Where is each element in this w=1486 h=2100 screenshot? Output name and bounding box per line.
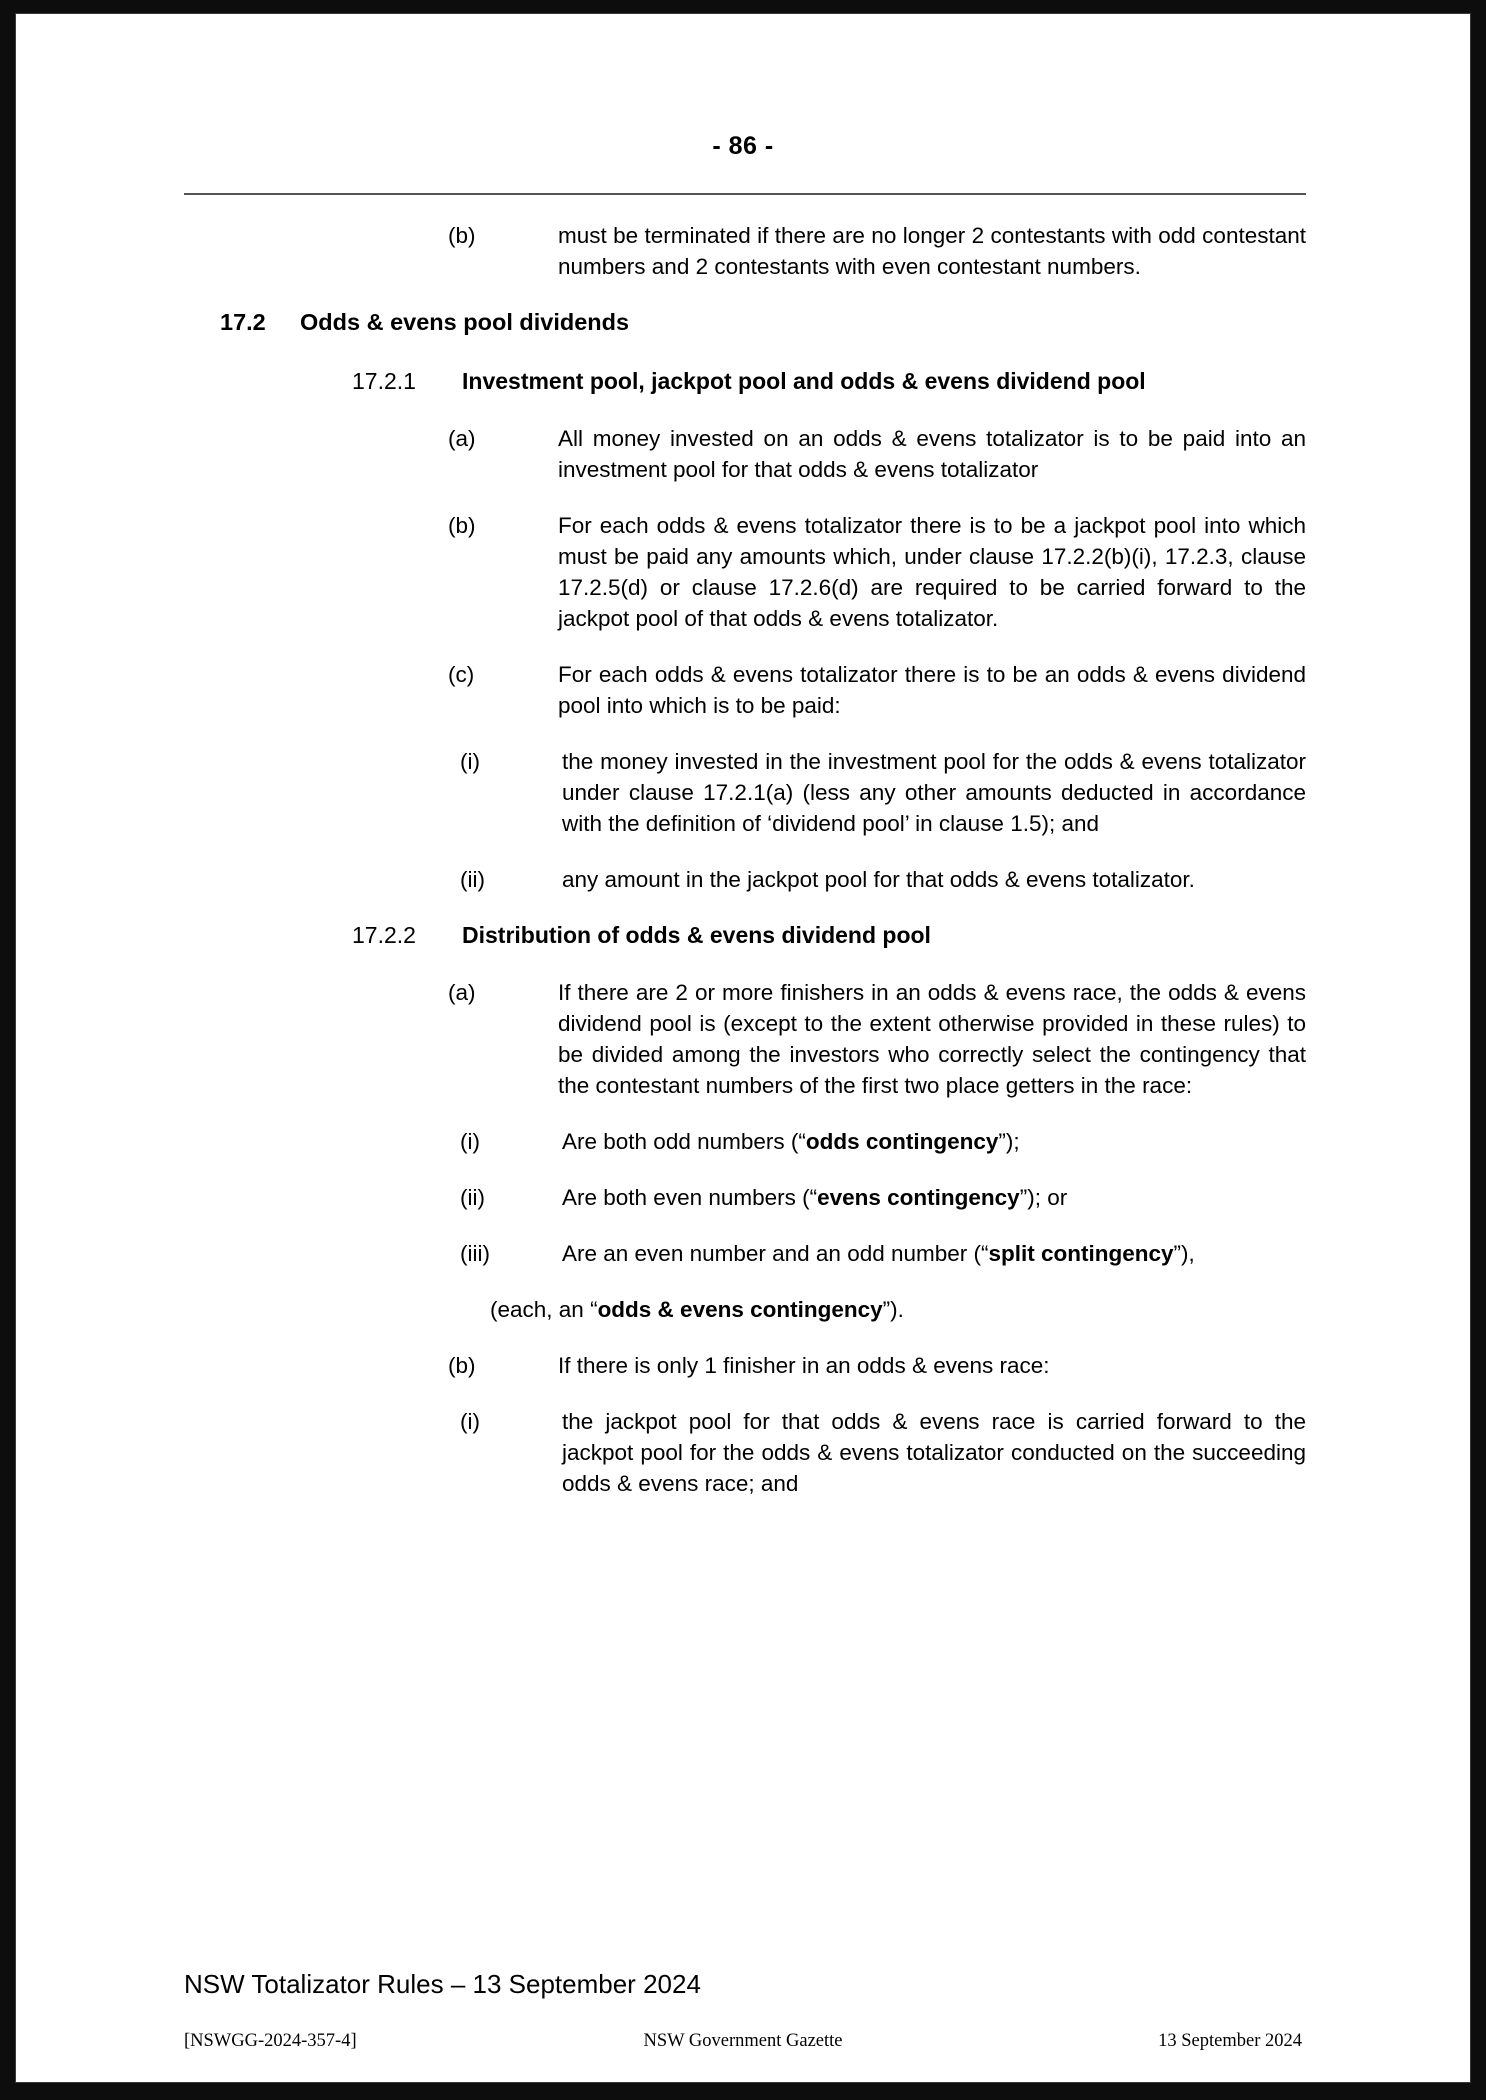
footer-reference-id: [NSWGG-2024-357-4] [184, 2031, 357, 2051]
clause-text: All money invested on an odds & evens totalizator is to be paid into an investment pool for that odds & evens totalizator [558, 426, 1306, 482]
text-suffix: ”). [882, 1297, 904, 1322]
clause-17-2-2-b [184, 1350, 1306, 1381]
heading-17-2-2 [184, 920, 1306, 951]
clause-17-2-2-a-i [184, 1126, 1306, 1157]
clause-17-2-1-a [184, 423, 1306, 485]
footer-date: 13 September 2024 [1158, 2031, 1302, 2051]
footer-bar [16, 2031, 1470, 2061]
text-prefix: (each, an “ [490, 1297, 598, 1322]
clause-text: the jackpot pool for that odds & evens race is carried forward to the jackpot pool for the odds & evens totalizator conducted on the succeeding odds & evens race; and [562, 1409, 1306, 1496]
clause-marker: (i) [460, 1409, 480, 1434]
clause-marker: (b) [448, 513, 476, 538]
footer-title: NSW Totalizator Rules – 13 September 2024 [184, 1969, 701, 1999]
subheading-title: Distribution of odds & evens dividend pool [462, 922, 931, 948]
clause-17-2-2-a-iii [184, 1238, 1306, 1269]
clause-marker: (i) [460, 1129, 480, 1154]
clause-text: If there are 2 or more finishers in an odds & evens race, the odds & evens dividend pool is (except to the extent otherwise provided in these rules) to be divided among the investors who correctly select the contingency that the contestant numbers of the first two place getters in the race: [558, 980, 1306, 1098]
clause-text: must be terminated if there are no longer 2 contestants with odd contestant numbers and 2 contestants with even contestant numbers. [558, 223, 1306, 279]
defined-term: split contingency [988, 1241, 1174, 1266]
header-divider [184, 193, 1306, 195]
defined-term: odds contingency [805, 1129, 999, 1154]
document-page [16, 14, 1470, 2082]
clause-text [562, 1238, 1306, 1269]
clause-17-2-1-b [184, 510, 1306, 634]
text-prefix: Are both odd numbers (“ [562, 1129, 806, 1154]
text-suffix: ”); [998, 1129, 1020, 1154]
defined-term: evens contingency [817, 1185, 1020, 1210]
clause-text: the money invested in the investment pool for the odds & evens totalizator under clause 17.2.1(a) (less any other amounts deducted in accordance with the definition of ‘dividend pool’ in clause 1.5); and [562, 749, 1306, 836]
clause-text [562, 1182, 1306, 1213]
heading-17-2-1 [184, 366, 1306, 397]
clause-text: any amount in the jackpot pool for that odds & evens totalizator. [562, 867, 1195, 892]
heading-title: Odds & evens pool dividends [300, 309, 630, 335]
page-inner [16, 14, 1470, 2082]
text-prefix: Are both even numbers (“ [562, 1185, 818, 1210]
clause-marker: (c) [448, 662, 475, 687]
subheading-number: 17.2.2 [352, 922, 416, 948]
each-an-note [184, 1294, 1306, 1325]
defined-term: odds & evens contingency [597, 1297, 883, 1322]
footer-publication: NSW Government Gazette [643, 2031, 843, 2051]
clause-marker: (i) [460, 749, 480, 774]
clause-17-2-1-c-ii [184, 864, 1306, 895]
subheading-title: Investment pool, jackpot pool and odds & evens dividend pool [462, 368, 1146, 394]
clause-text: For each odds & evens totalizator there is to be an odds & evens dividend pool into which is to be paid: [558, 662, 1306, 718]
clause-b-terminated [184, 220, 1306, 282]
text-suffix: ”), [1173, 1241, 1195, 1266]
document-body [184, 220, 1306, 1499]
text-suffix: ”); or [1019, 1185, 1068, 1210]
clause-marker: (iii) [460, 1241, 490, 1266]
heading-number: 17.2 [220, 309, 266, 335]
clause-marker: (a) [448, 980, 476, 1005]
clause-marker: (b) [448, 1353, 476, 1378]
clause-17-2-2-b-i [184, 1406, 1306, 1499]
page-number: - 86 - [712, 132, 774, 160]
clause-text [562, 1126, 1306, 1157]
clause-17-2-1-c-i [184, 746, 1306, 839]
clause-marker: (ii) [460, 867, 485, 892]
text-prefix: Are an even number and an odd number (“ [562, 1241, 989, 1266]
clause-text: For each odds & evens totalizator there is to be a jackpot pool into which must be paid any amounts which, under clause 17.2.2(b)(i), 17.2.3, clause 17.2.5(d) or clause 17.2.6(d) are required to be carried forward to the jackpot pool of that odds & evens totalizator. [558, 513, 1306, 631]
clause-marker: (b) [448, 223, 476, 248]
clause-marker: (ii) [460, 1185, 485, 1210]
heading-17-2 [184, 307, 1306, 338]
clause-17-2-2-a-ii [184, 1182, 1306, 1213]
clause-marker: (a) [448, 426, 476, 451]
clause-17-2-2-a [184, 977, 1306, 1101]
clause-text: If there is only 1 finisher in an odds & evens race: [558, 1353, 1050, 1378]
subheading-number: 17.2.1 [352, 368, 416, 394]
clause-17-2-1-c [184, 659, 1306, 721]
